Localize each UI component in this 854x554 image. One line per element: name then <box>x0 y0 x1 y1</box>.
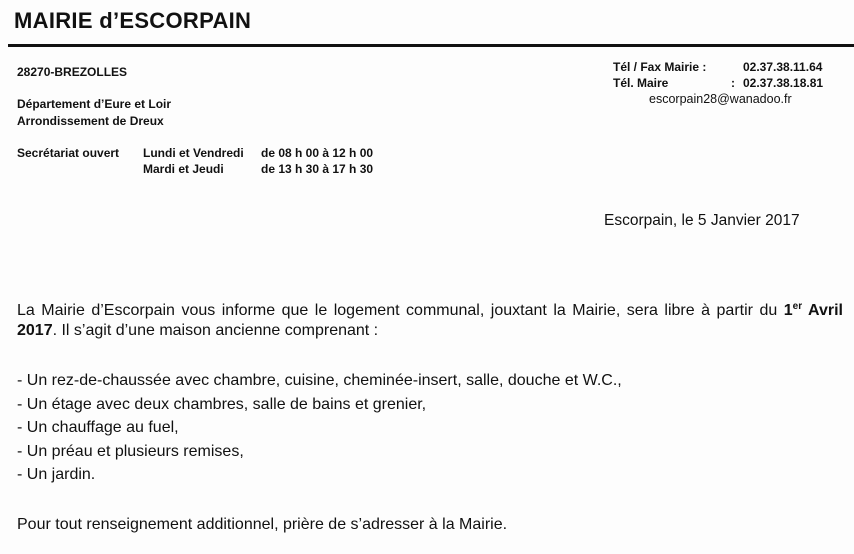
tel-maire-colon: : <box>731 76 735 90</box>
features-list <box>17 371 622 489</box>
list-item: - Un rez-de-chaussée avec chambre, cuisine, cheminée-insert, salle, douche et W.C., <box>17 372 622 389</box>
postal-address: 28270-BREZOLLES <box>17 65 128 79</box>
tel-fax-label: Tél / Fax Mairie : <box>613 60 707 74</box>
hours-row1-days: Lundi et Vendredi <box>143 146 244 160</box>
tel-maire-label: Tél. Maire <box>613 76 669 90</box>
intro-text-end: . Il s’agit d’une maison ancienne comprenant : <box>52 322 379 339</box>
date-ordinal: er <box>792 301 803 312</box>
closing-sentence: Pour tout renseignement additionnel, prière de s’adresser à la Mairie. <box>17 516 508 533</box>
hours-row1-time: de 08 h 00 à 12 h 00 <box>261 146 374 160</box>
tel-fax-value: 02.37.38.11.64 <box>743 60 823 74</box>
header-divider <box>8 44 854 47</box>
list-item: - Un jardin. <box>17 466 96 483</box>
list-item: - Un chauffage au fuel, <box>17 419 179 436</box>
email-address: escorpain28@wanadoo.fr <box>649 92 792 106</box>
hours-label: Secrétariat ouvert <box>17 146 120 160</box>
contact-block <box>613 60 854 110</box>
list-item: - Un préau et plusieurs remises, <box>17 442 244 460</box>
hours-row2-time: de 13 h 30 à 17 h 30 <box>261 162 374 176</box>
department: Département d’Eure et Loir <box>17 97 172 111</box>
arrondissement: Arrondissement de Dreux <box>17 114 164 128</box>
hours-row2-days: Mardi et Jeudi <box>143 162 224 176</box>
tel-maire-value: 02.37.38.18.81 <box>743 76 824 90</box>
intro-text-start: La Mairie d’Escorpain vous informe que le logement communal, jouxtant la Mairie, sera libre à partir du <box>17 302 784 319</box>
date-day: 1 <box>783 302 793 319</box>
page-title: MAIRIE d’ESCORPAIN <box>14 8 252 33</box>
date-month-year: Avril 2017 <box>17 302 844 339</box>
list-item: - Un étage avec deux chambres, salle de bains et grenier, <box>17 395 427 413</box>
letter-date: Escorpain, le 5 Janvier 2017 <box>604 212 800 229</box>
intro-paragraph <box>17 301 843 341</box>
office-hours <box>17 146 417 182</box>
